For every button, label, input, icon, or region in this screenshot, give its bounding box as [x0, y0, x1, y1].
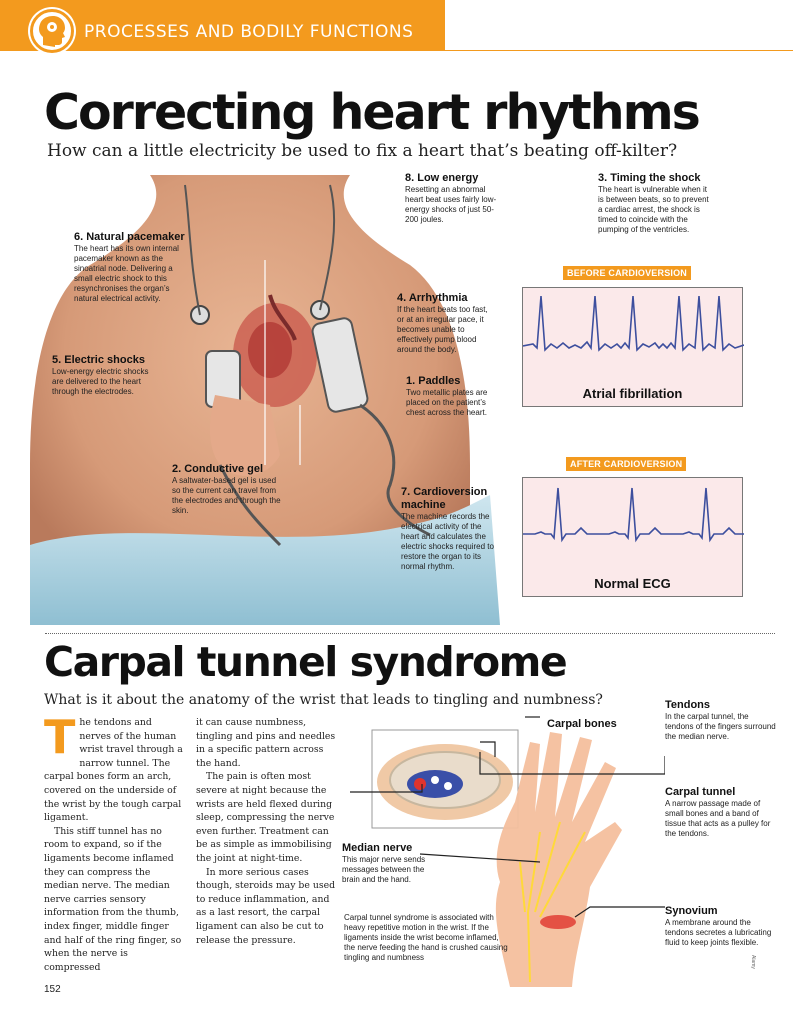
tendons-title: Tendons	[665, 699, 711, 711]
synovium-callout	[665, 905, 777, 948]
callout-pacemaker-text: The heart has its own internal pacemaker known as the sinoatrial node. Delivering a small electric shock to this resynchronises the organ’s natural electrical activity.	[74, 244, 179, 303]
callout-arrhythmia	[397, 292, 493, 355]
body-col1-para2: This stiff tunnel has no room to expand, so if the ligaments become inflamed they can compress the median nerve. The median nerve carries sensory information from the thumb, index finger, middle finger and half of the ring finger, so when the nerve is compressed	[44, 825, 182, 973]
callout-machine-text: The machine records the electrical activity of the heart and calculates the electric shocks required to restore the organ to its normal rhythm.	[401, 512, 494, 571]
callout-low-energy	[405, 172, 497, 225]
callout-timing	[598, 172, 710, 235]
after-cardioversion-tag: AFTER CARDIOVERSION	[566, 457, 686, 471]
callout-electric-shocks	[52, 354, 156, 397]
callout-electric-shocks-title: 5. Electric shocks	[52, 354, 145, 366]
callout-conductive-gel-title: 2. Conductive gel	[172, 463, 264, 475]
tendons-text: In the carpal tunnel, the tendons of the fingers surround the median nerve.	[665, 712, 776, 741]
drop-cap: T	[44, 710, 76, 764]
carpal-caption-text: Carpal tunnel syndrome is associated with heavy repetitive motion in the wrist. If the ligaments inside the wrist become inflamed, the nerve feeding the hand is crushed causing tingling and numbness	[344, 913, 508, 962]
body-col2-para1: it can cause numbness, tingling and pins and needles in a specific pattern across the hand.	[196, 717, 336, 769]
callout-arrhythmia-text: If the heart beats too fast, or at an irregular pace, it becomes unable to effectively pump blood around the body.	[397, 305, 488, 354]
body-col2-para3: In more serious cases though, steroids may be used to reduce inflammation, and as a last resort, the carpal ligament can also be cut to release the pressure.	[196, 866, 336, 946]
normal-ecg-trace	[523, 478, 744, 568]
carpal-tunnel-title: Carpal tunnel	[665, 786, 736, 798]
section-label: PROCESSES AND BODILY FUNCTIONS	[84, 22, 414, 42]
synovium-title: Synovium	[665, 905, 718, 917]
body-col2-para2: The pain is often most severe at night because the wrists are held flexed during sleep, compressing the nerve even further. Treatment can be as simple as immobilising the joint at night-time.	[196, 771, 335, 864]
callout-low-energy-title: 8. Low energy	[405, 172, 479, 184]
median-nerve-title: Median nerve	[342, 842, 413, 854]
carpal-tunnel-text: A narrow passage made of small bones and a band of tissue that acts as a pulley for the tendons.	[665, 799, 771, 838]
carpal-caption	[344, 913, 508, 963]
heart-article-subtitle: How can a little electricity be used to fix a heart that’s beating off-kilter?	[47, 141, 678, 161]
body-column-2	[196, 716, 336, 947]
callout-timing-text: The heart is vulnerable when it is between beats, so to prevent a cardiac arrest, the shock is timed to coincide with the pumping of the ventricles.	[598, 185, 709, 234]
callout-low-energy-text: Resetting an abnormal heart beat uses fairly low-energy shocks of just 50-200 joules.	[405, 185, 497, 224]
callout-paddles-text: Two metallic plates are placed on the patient’s chest across the heart.	[406, 388, 488, 417]
callout-paddles-title: 1. Paddles	[406, 375, 461, 387]
ecg-after-panel	[522, 477, 743, 597]
carpal-bones-label	[547, 718, 617, 731]
callout-pacemaker-title: 6. Natural pacemaker	[74, 231, 185, 243]
section-divider	[45, 633, 775, 634]
synovium-text: A membrane around the tendons secretes a lubricating fluid to keep joints flexible.	[665, 918, 772, 947]
callout-electric-shocks-text: Low-energy electric shocks are delivered to the heart through the electrodes.	[52, 367, 149, 396]
carpal-article-title: Carpal tunnel syndrome	[44, 638, 567, 686]
callout-conductive-gel-text: A saltwater-based gel is used so the current can travel from the electrodes and through the skin.	[172, 476, 281, 515]
normal-ecg-label: Normal ECG	[594, 576, 671, 591]
body-column-1	[44, 710, 184, 974]
page-number: 152	[44, 984, 61, 995]
image-credit: Alamy	[750, 955, 756, 969]
heart-article-title: Correcting heart rhythms	[44, 84, 699, 141]
callout-timing-title: 3. Timing the shock	[598, 172, 701, 184]
callout-conductive-gel	[172, 463, 284, 516]
atrial-fibrillation-label: Atrial fibrillation	[582, 386, 683, 401]
callout-pacemaker	[74, 231, 192, 304]
before-cardioversion-tag: BEFORE CARDIOVERSION	[563, 266, 691, 280]
callout-cardioversion-machine	[401, 486, 501, 572]
median-nerve-text: This major nerve sends messages between the brain and the hand.	[342, 855, 426, 884]
body-col1-para1: he tendons and nerves of the human wrist travel through a narrow tunnel. The carpal bones form an arch, covered on the underside of the wrist by the tough carpal ligament.	[44, 717, 183, 824]
median-nerve-callout	[342, 842, 426, 885]
ecg-before-panel	[522, 287, 743, 407]
callout-machine-title: 7. Cardioversion machine	[401, 486, 488, 511]
callout-paddles	[406, 375, 498, 418]
header-rule	[445, 50, 793, 51]
carpal-article-subtitle: What is it about the anatomy of the wrist that leads to tingling and numbness?	[44, 692, 603, 708]
callout-arrhythmia-title: 4. Arrhythmia	[397, 292, 468, 304]
carpal-bones-title: Carpal bones	[547, 718, 617, 730]
tendons-callout	[665, 699, 777, 742]
carpal-tunnel-callout	[665, 786, 777, 839]
atrial-fibrillation-trace	[523, 288, 744, 378]
brain-head-icon	[30, 9, 74, 53]
